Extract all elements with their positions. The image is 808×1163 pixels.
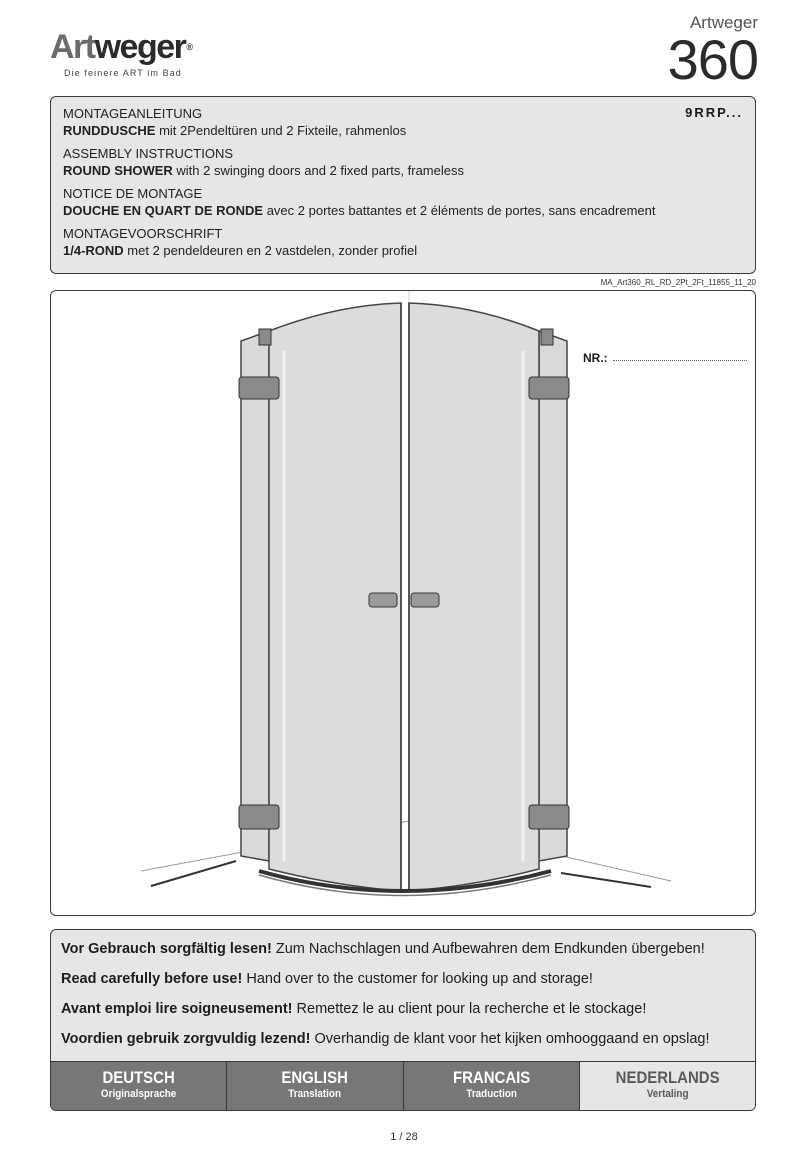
title-rest: met 2 pendeldeuren en 2 vastdelen, zonder profiel [123, 243, 418, 258]
language-tab-english[interactable] [226, 1062, 402, 1110]
note-bold: Vor Gebrauch sorgfältig lesen! [61, 941, 272, 957]
top-clamp-right [541, 329, 553, 345]
note-rest: Hand over to the customer for looking up and storage! [242, 971, 593, 987]
note-bold: Avant emploi lire soigneusement! [61, 1001, 293, 1017]
note-de [61, 940, 745, 958]
language-name: FRANCAIS [452, 1068, 530, 1087]
language-tab-nederlands[interactable] [579, 1062, 755, 1110]
title-block-nl [63, 225, 743, 259]
note-bold: Voordien gebruik zorgvuldig lezend! [61, 1031, 311, 1047]
fixed-panel-left [241, 331, 269, 861]
product-brand [667, 13, 758, 91]
language-sub: Vertaling [646, 1088, 689, 1100]
artweger-logo [50, 30, 250, 85]
serial-number-label: NR.: [583, 351, 608, 365]
note-nl [61, 1030, 745, 1048]
title-bold: DOUCHE EN QUART DE RONDE [63, 203, 264, 218]
hinge-top-left [239, 377, 279, 399]
note-rest: Overhandig de klant voor het kijken omhooggaand en opslag! [310, 1031, 710, 1047]
floor-line-left [151, 861, 236, 886]
title-heading: MONTAGEANLEITUNG [63, 106, 203, 121]
product-code: 9RRP... [685, 105, 743, 120]
logo-registered-mark: ® [186, 42, 192, 52]
language-tab-francais[interactable] [403, 1062, 579, 1110]
language-tab-deutsch[interactable] [51, 1062, 226, 1110]
top-clamp-left [259, 329, 271, 345]
shower-drawing [51, 291, 756, 916]
logo-text-dark: weger [94, 28, 186, 66]
language-bar [51, 1061, 755, 1110]
door-handle-left [369, 593, 397, 607]
brand-name: Artweger [689, 13, 758, 32]
title-bold: ROUND SHOWER [63, 163, 173, 178]
title-rest: with 2 swinging doors and 2 fixed parts, frameless [172, 163, 464, 178]
serial-number-line [613, 360, 747, 361]
title-block-de [63, 105, 743, 139]
language-name: DEUTSCH [102, 1068, 175, 1087]
document-file-code: MA_Art360_RL_RD_2Pt_2Ft_11855_11_20 [600, 278, 756, 287]
note-fr [61, 1000, 745, 1018]
title-description [63, 242, 743, 259]
title-block-en [63, 145, 743, 179]
fixed-panel-right [539, 331, 567, 861]
serial-number-field [583, 347, 747, 366]
language-sub: Traduction [465, 1088, 517, 1100]
hinge-bottom-left [239, 805, 279, 829]
title-heading: MONTAGEVOORSCHRIFT [63, 226, 223, 241]
logo-wordmark [50, 30, 250, 64]
title-rest: avec 2 portes battantes et 2 éléments de portes, sans encadrement [263, 203, 656, 218]
door-handle-right [411, 593, 439, 607]
brand-number: 360 [667, 28, 758, 91]
note-rest: Remettez le au client pour la recherche et le stockage! [292, 1001, 647, 1017]
title-box [50, 96, 756, 274]
title-bold: 1/4-ROND [63, 243, 124, 258]
title-description [63, 162, 743, 179]
page-number: 1 / 28 [390, 1131, 418, 1143]
note-rest: Zum Nachschlagen und Aufbewahren dem Endkunden übergeben! [271, 941, 705, 957]
language-name: NEDERLANDS [615, 1068, 720, 1087]
title-description [63, 122, 743, 139]
product-illustration [50, 290, 756, 916]
floor-line-right [561, 873, 651, 887]
language-sub: Translation [288, 1088, 342, 1100]
logo-text-light: Art [50, 28, 95, 66]
hinge-bottom-right [529, 805, 569, 829]
language-name: ENGLISH [281, 1068, 349, 1087]
note-bold: Read carefully before use! [61, 971, 243, 987]
hinge-top-right [529, 377, 569, 399]
title-description [63, 202, 743, 219]
logo-tagline: Die feinere ART im Bad [64, 68, 182, 78]
title-rest: mit 2Pendeltüren und 2 Fixteile, rahmenlos [155, 123, 407, 138]
title-heading: NOTICE DE MONTAGE [63, 186, 203, 201]
title-heading: ASSEMBLY INSTRUCTIONS [63, 146, 233, 161]
note-en [61, 970, 745, 988]
notes-box [50, 929, 756, 1111]
title-block-fr [63, 185, 743, 219]
language-sub: Originalsprache [100, 1088, 177, 1100]
title-bold: RUNDDUSCHE [63, 123, 156, 138]
